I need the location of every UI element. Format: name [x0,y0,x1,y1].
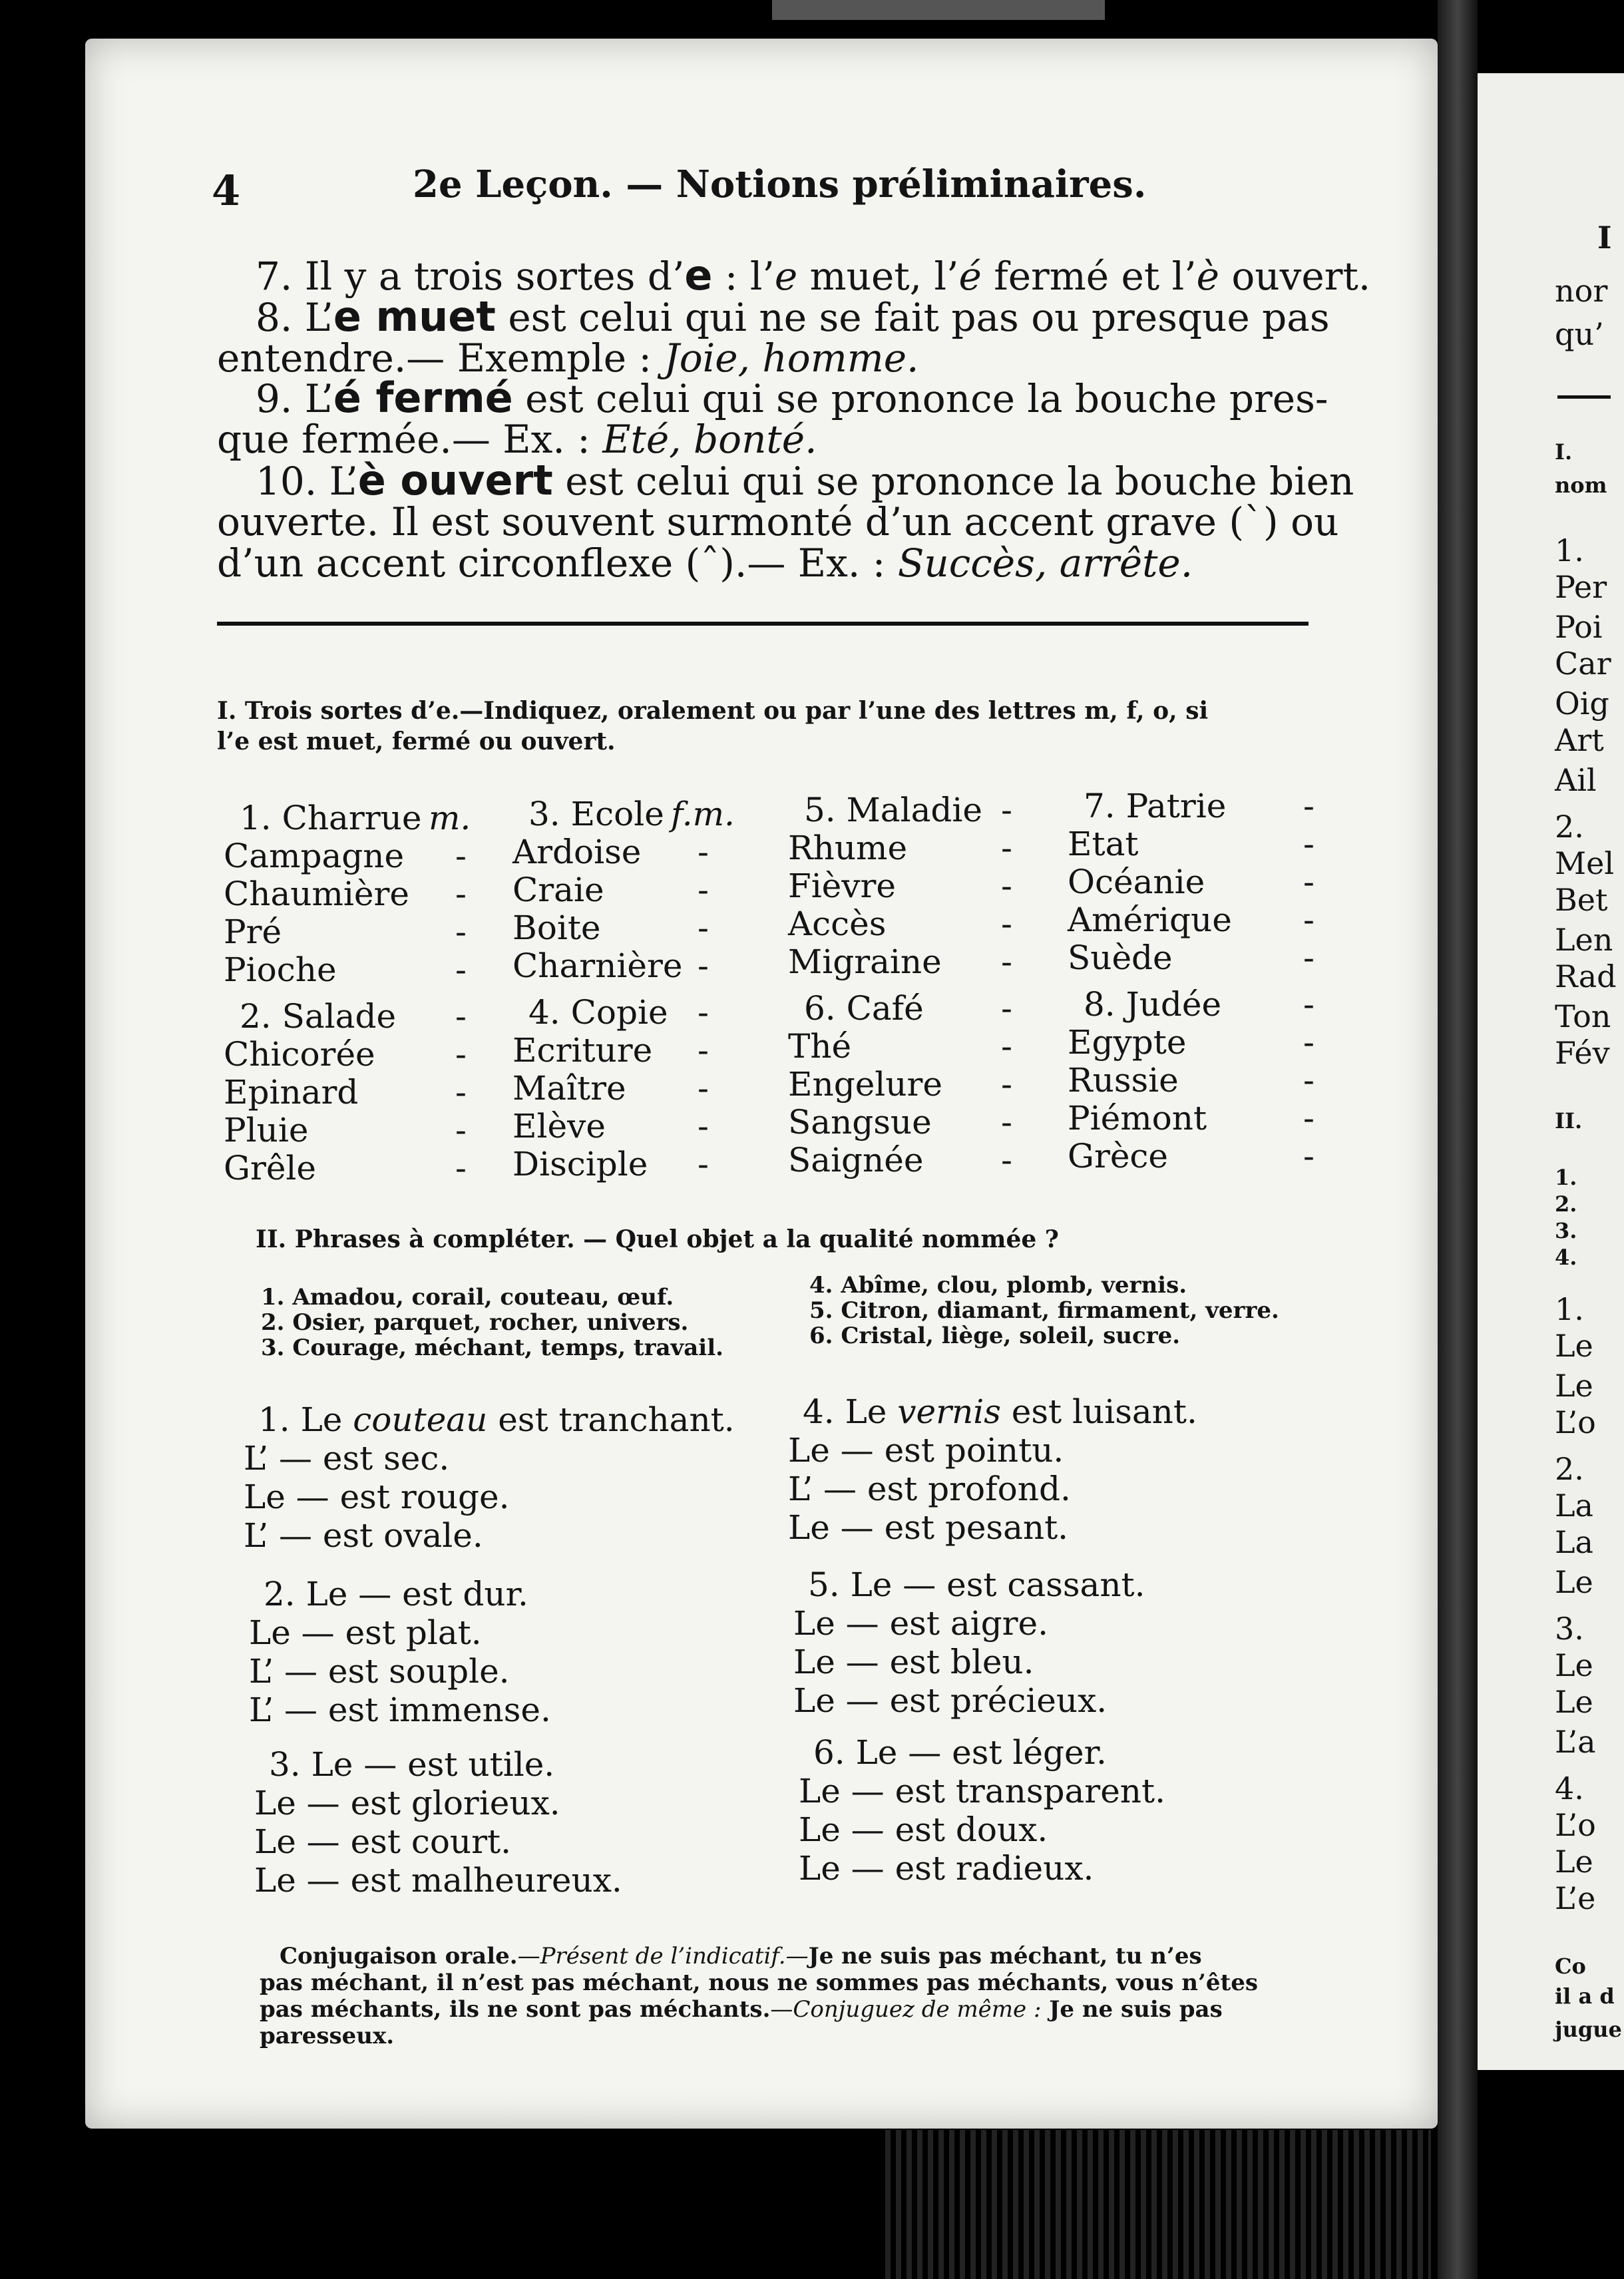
facing-page-fragment: Ail [1555,762,1597,798]
exercise1-word: Sangsue [788,1103,932,1141]
page-number: 4 [212,166,241,215]
exercise1-answer-mark: - [698,909,709,947]
sentence-text: 2. Le — est dur. [264,1575,528,1613]
exercise1-word: Pioche [224,950,337,989]
sentence-text: 6. Le — est léger. [813,1733,1107,1772]
exercise1-word: Charnière [512,946,683,985]
exercise1-word: 1. Charrue [240,799,422,837]
exercise1-word: Ecriture [512,1031,653,1070]
exercise1-answer-mark: - [698,993,709,1032]
facing-page-fragment: qu’ [1555,316,1604,352]
exercise1-title-cont: l’e est muet, fermé ou ouvert. [217,727,616,755]
exercise1-answer-mark: - [455,1035,467,1074]
example-words: Joie, homme. [664,335,919,381]
facing-page-fragment: La [1555,1488,1593,1524]
exercise1-answer-mark: - [1303,825,1315,863]
facing-page-fragment: Per [1555,569,1607,605]
facing-page-fragment: L’o [1555,1404,1596,1440]
sentence-first-line [269,1745,554,1784]
exercise1-word: Etat [1068,825,1139,863]
facing-page-fragment: 1. [1555,532,1584,568]
exercise1-answer-mark: - [1001,1141,1012,1179]
conjugaison-line [260,1997,1223,2022]
exercise1-word: Grèce [1068,1137,1169,1175]
facing-page-fragment: La [1555,1524,1593,1560]
sentence-first-line [264,1575,528,1613]
exercise1-answer-mark: m. [429,799,471,837]
exercise1-word: Grêle [224,1149,317,1187]
key-term: e muet [333,292,496,341]
facing-page-fragment: Len [1555,922,1613,958]
sentence-text: est luisant. [1000,1392,1197,1431]
sentence-text: 1. Le [258,1400,353,1439]
exercise1-word: 3. Ecole [528,795,664,833]
bottom-edge-scan [885,2130,1431,2279]
exercise1-answer-mark: - [1001,1065,1012,1104]
exercise1-word: Saignée [788,1141,924,1179]
exercise1-word: Disciple [512,1145,648,1183]
key-term: è ouvert [357,456,553,505]
exercise1-answer-mark: - [455,913,467,951]
exercise2-title: II. Phrases à compléter. — Quel objet a la qualité nommée ? [256,1225,1059,1253]
exercise1-answer-mark: - [1001,989,1012,1028]
exercise1-word: Migraine [788,942,942,981]
facing-page-fragment: 2. [1555,1451,1584,1487]
sentence-text: 4. Le [803,1392,898,1431]
facing-page-fragment: Le [1555,1328,1593,1364]
sentence-first-line [258,1400,735,1439]
conjugaison-label: —Présent de l’indicatif.— [517,1943,809,1969]
facing-page-fragment: 3. [1555,1218,1577,1243]
sentence-line: Le — est glorieux. [254,1784,560,1822]
facing-page-fragment: 1. [1555,1291,1584,1327]
rule-text: 8. L’ [256,295,333,340]
sentence-text: est tranchant. [487,1400,735,1439]
facing-page-fragment: L’e [1555,1880,1596,1916]
exercise1-word: Ardoise [512,833,642,871]
word-list-item: 1. Amadou, corail, couteau, œuf. [261,1284,674,1311]
exercise1-answer-mark: - [455,1149,467,1187]
exercise1-answer-mark: - [698,1069,709,1108]
facing-page-fragment: Fév [1555,1035,1610,1071]
exercise1-word: Amérique [1068,901,1232,939]
rule-text: est celui qui se prononce la bouche bien [552,459,1354,504]
exercise1-word: Egypte [1068,1023,1187,1062]
sentence-line: Le — est malheureux. [254,1861,622,1900]
word-list-item: 5. Citron, diamant, firmament, verre. [809,1297,1279,1324]
exercise1-word: Russie [1068,1061,1179,1100]
facing-page-rule [1557,395,1611,399]
rule-line [217,501,1338,543]
exercise1-word: Fièvre [788,867,897,905]
letter-e: e [684,251,713,300]
example-noun: couteau [353,1400,488,1439]
exercise1-word: 7. Patrie [1084,787,1227,825]
rule-text: 10. L’ [256,459,358,504]
example-words: Eté, bonté. [602,417,817,462]
rule-text: 7. Il y a trois sortes d’ [256,254,685,299]
sentence-line: Le — est précieux. [793,1681,1108,1720]
exercise1-word: Océanie [1068,863,1205,901]
word-list-item: 3. Courage, méchant, temps, travail. [261,1335,723,1361]
word-list-item: 2. Osier, parquet, rocher, univers. [261,1309,689,1336]
conjugaison-label: —Conjuguez de même : [770,1996,1042,2023]
sentence-line: Le — est rouge. [244,1478,510,1516]
exercise1-answer-mark: - [698,1107,709,1145]
rule-text: : l’ [712,254,775,299]
exercise1-answer-mark: - [1303,1023,1315,1062]
exercise1-word: Elève [512,1107,606,1145]
exercise1-word: 6. Café [804,989,924,1028]
sentence-first-line [813,1733,1107,1772]
exercise1-answer-mark: - [698,1145,709,1183]
book-gutter [1438,0,1478,2279]
conjugaison-line [260,1970,1258,1995]
exercise1-word: Boite [512,909,601,947]
exercise1-answer-mark: - [1001,829,1012,867]
rule-text: muet, l’ [797,254,959,299]
facing-page-fragment: L’o [1555,1807,1596,1843]
exercise1-answer-mark: - [1303,985,1315,1024]
conjugaison-line [280,1944,1202,1969]
conjugaison-text: Je ne suis pas méchant, tu n’es [808,1943,1202,1969]
rule-text: fermé et l’ [981,254,1197,299]
exercise1-word: Maître [512,1069,626,1108]
facing-page-fragment: Oig [1555,686,1609,722]
exercise1-answer-mark: - [455,1073,467,1112]
exercise1-word: Piémont [1068,1099,1207,1138]
conjugaison-text: pas méchant, il n’est pas méchant, nous ne sommes pas méchants, vous n’êtes [260,1969,1258,1996]
exercise1-word: Campagne [224,837,405,875]
exercise1-answer-mark: - [1303,1061,1315,1100]
sentence-line: L’ — est ovale. [244,1516,483,1555]
exercise1-answer-mark: - [698,871,709,909]
sentence-line: L’ — est immense. [249,1691,551,1729]
exercise1-word: Pluie [224,1111,309,1149]
exercise1-answer-mark: - [698,833,709,871]
exercise1-word: Epinard [224,1073,359,1112]
rule-text: entendre.— Exemple : [217,335,664,381]
facing-page-fragment: I [1597,220,1612,256]
rule-line [217,418,817,461]
exercise1-title: I. Trois sortes d’e.—Indiquez, oralement ou par l’une des lettres m, f, o, si [217,697,1209,725]
exercise1-word: Engelure [788,1065,942,1104]
exercise1-word: Pré [224,913,282,951]
rule-text: ouverte. Il est souvent surmonté d’un accent grave (`) ou [217,499,1339,544]
letter-e: e [774,254,798,299]
sentence-line: Le — est court. [254,1822,512,1861]
sentence-line: L’ — est sec. [244,1439,450,1478]
exercise1-word: Thé [788,1027,852,1066]
conjugaison-text: paresseux. [260,2023,395,2049]
exercise1-answer-mark: - [1303,901,1315,939]
rule-text: est celui qui ne se fait pas ou presque pas [495,295,1330,340]
facing-page-fragment: Ton [1555,998,1611,1034]
exercise1-answer-mark: - [1303,1099,1315,1138]
exercise1-answer-mark: - [455,997,467,1036]
exercise1-answer-mark: - [1303,1137,1315,1175]
facing-page-fragment: Art [1555,722,1604,758]
sentence-line: Le — est pesant. [788,1508,1069,1547]
sentence-line: L’ — est profond. [788,1470,1071,1508]
exercise1-answer-mark: f.m. [671,795,735,833]
section-rule [217,622,1309,626]
exercise1-word: Chicorée [224,1035,375,1074]
facing-page-fragment: Co [1555,1954,1586,1979]
sentence-line: Le — est aigre. [793,1604,1049,1643]
rule-line [256,373,1328,422]
sentence-line: Le — est bleu. [793,1643,1034,1681]
conjugaison-text: Conjugaison orale. [280,1943,518,1969]
facing-page-fragment: 3. [1555,1611,1584,1647]
exercise1-word: Chaumière [224,875,409,913]
example-words: Succès, arrête. [897,540,1193,586]
rule-text: ouvert. [1219,254,1371,299]
facing-page-fragment: Le [1555,1844,1593,1880]
exercise1-answer-mark: - [1303,787,1315,825]
facing-page-fragment: Le [1555,1564,1593,1600]
sentence-first-line [808,1565,1145,1604]
sentence-text: 5. Le — est cassant. [808,1565,1145,1604]
exercise1-word: Rhume [788,829,908,867]
rule-line [256,251,1371,300]
conjugaison-text: Je ne suis pas [1041,1996,1223,2023]
facing-page-fragment: il a d [1555,1983,1615,2009]
exercise1-answer-mark: - [455,950,467,989]
facing-page-fragment: jugue [1555,2017,1622,2042]
sentence-line: Le — est transparent. [799,1772,1165,1810]
exercise1-word: 2. Salade [240,997,397,1036]
facing-page-fragment: 1. [1555,1165,1577,1190]
conjugaison-text: pas méchants, ils ne sont pas méchants. [260,1996,771,2023]
word-list-item: 6. Cristal, liège, soleil, sucre. [809,1323,1181,1349]
exercise1-word: Accès [788,905,887,943]
sentence-text: 3. Le — est utile. [269,1745,555,1784]
facing-page-fragment: 2. [1555,1191,1577,1217]
exercise1-answer-mark: - [1001,942,1012,981]
rule-line [217,337,918,379]
exercise1-word: Suède [1068,938,1173,977]
exercise1-answer-mark: - [455,837,467,875]
top-edge [772,0,1105,20]
sentence-line: Le — est doux. [799,1810,1048,1849]
example-noun: vernis [897,1392,1001,1431]
rule-text: que fermée.— Ex. : [217,417,603,462]
facing-page-fragment: Bet [1555,882,1608,918]
exercise1-answer-mark: - [1001,905,1012,943]
facing-page-fragment: Poi [1555,609,1603,645]
exercise1-answer-mark: - [455,875,467,913]
facing-page-fragment: 2. [1555,809,1584,845]
sentence-line: Le — est pointu. [788,1431,1064,1470]
exercise1-word: 5. Maladie [804,791,982,829]
facing-page-fragment: II. [1555,1108,1583,1134]
rule-line [256,292,1330,341]
facing-page [1478,73,1624,2070]
facing-page-fragment: nom [1555,473,1607,498]
facing-page-fragment: Le [1555,1684,1593,1720]
facing-page-fragment: L’a [1555,1724,1596,1760]
exercise1-answer-mark: - [698,1031,709,1070]
exercise1-answer-mark: - [1303,863,1315,901]
sentence-first-line [803,1392,1197,1431]
facing-page-fragment: Le [1555,1368,1593,1404]
facing-page-fragment: I. [1555,439,1573,465]
page-header: 2e Leçon. — Notions préliminaires. [413,162,1147,206]
exercise1-word: 4. Copie [528,993,668,1032]
rule-line [256,456,1354,505]
facing-page-fragment: Rad [1555,958,1617,994]
sentence-line: Le — est plat. [249,1613,482,1652]
exercise1-answer-mark: - [698,946,709,985]
conjugaison-line [260,2023,394,2049]
exercise1-answer-mark: - [1303,938,1315,977]
letter-e: è [1196,254,1219,299]
facing-page-fragment: nor [1555,273,1608,309]
exercise1-word: 8. Judée [1084,985,1222,1024]
facing-page-fragment: 4. [1555,1770,1584,1806]
exercise1-answer-mark: - [1001,867,1012,905]
facing-page-fragment: Le [1555,1647,1593,1683]
sentence-line: Le — est radieux. [799,1849,1094,1888]
facing-page-fragment: Mel [1555,845,1615,881]
exercise1-answer-mark: - [1001,1027,1012,1066]
rule-line [217,542,1193,584]
facing-page-fragment: 4. [1555,1245,1577,1270]
exercise1-answer-mark: - [455,1111,467,1149]
rule-text: 9. L’ [256,376,333,421]
exercise1-answer-mark: - [1001,1103,1012,1141]
sentence-line: L’ — est souple. [249,1652,510,1691]
letter-e: é [958,254,982,299]
key-term: é fermé [333,373,513,422]
exercise1-word: Craie [512,871,604,909]
rule-text: est celui qui se prononce la bouche pres- [512,376,1328,421]
word-list-item: 4. Abîme, clou, plomb, vernis. [809,1272,1187,1299]
exercise1-answer-mark: - [1001,791,1012,829]
facing-page-fragment: Car [1555,646,1611,682]
rule-text: d’un accent circonflexe (ˆ).— Ex. : [217,540,898,586]
